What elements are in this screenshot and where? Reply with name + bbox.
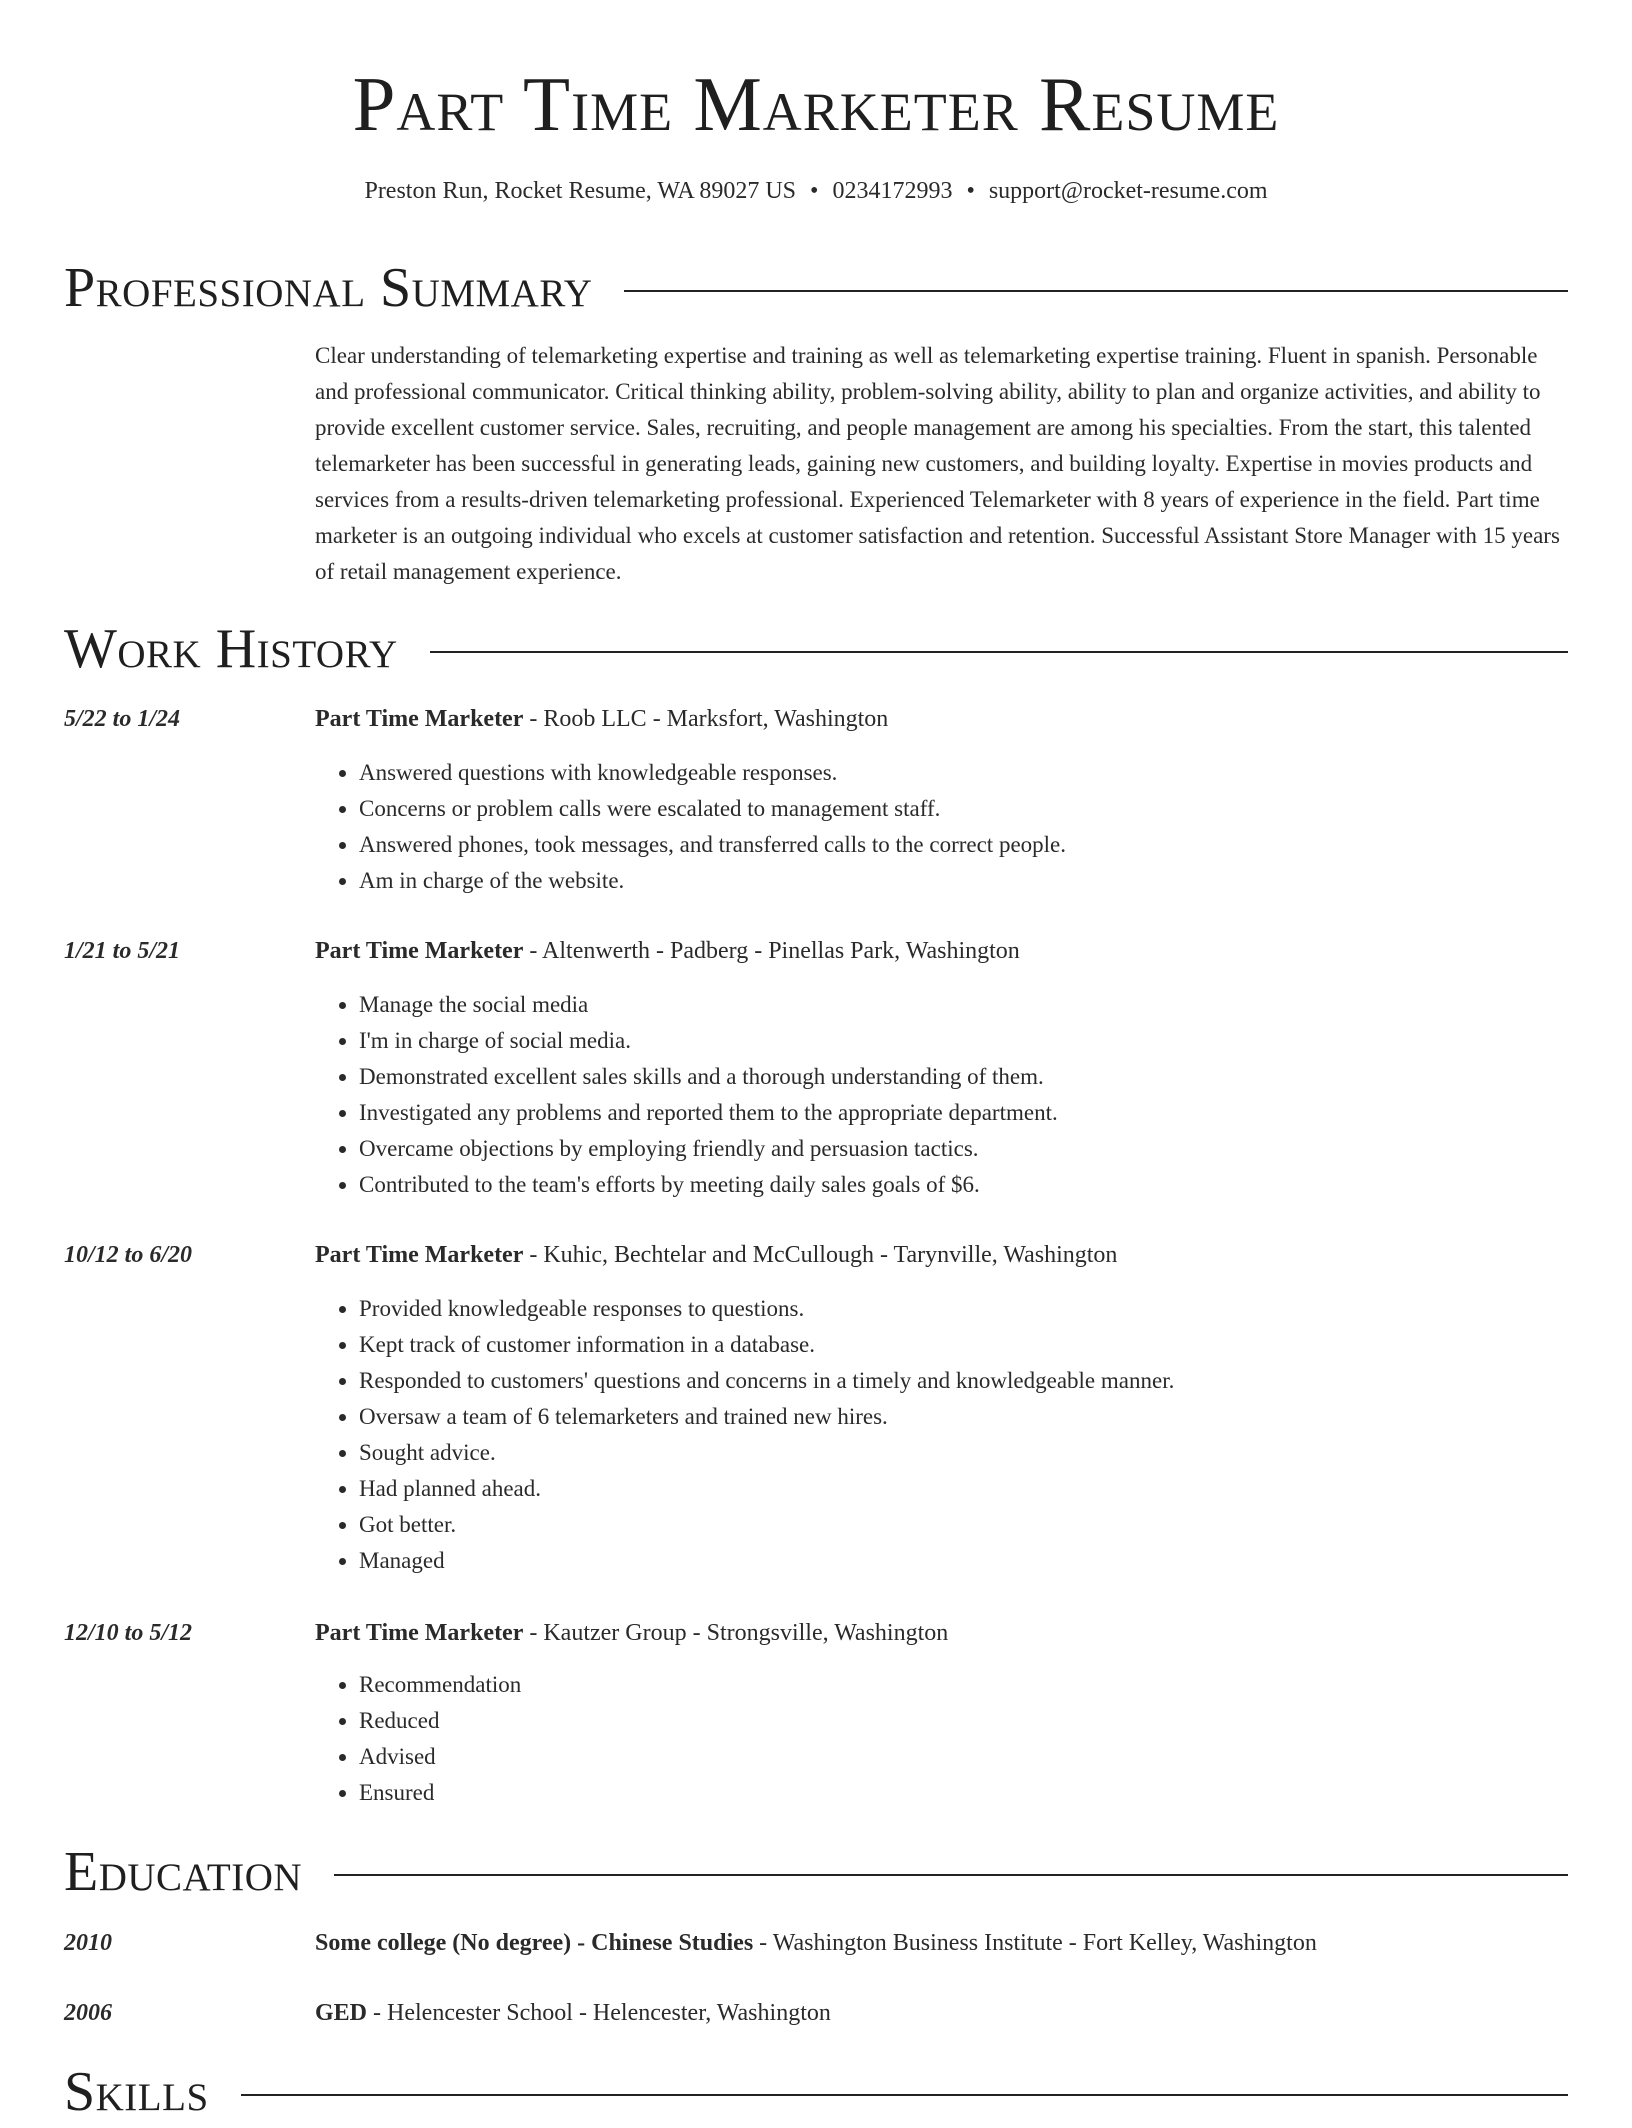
bullet-item: • Responded to customers' questions and concerns in a timely and knowledgeable manner. <box>359 1363 1612 1399</box>
bullet-item: • Overcame objections by employing friendly and persuasion tactics. <box>359 1131 1612 1167</box>
section-divider <box>334 1874 1568 1876</box>
bullet-item: • Concerns or problem calls were escalated to management staff. <box>359 791 1612 827</box>
job-title: Part Time Marketer <box>315 938 524 964</box>
education-section-heading <box>64 1836 1568 1908</box>
summary-section-heading <box>64 252 1568 324</box>
contact-line <box>0 174 1632 208</box>
education-entry <box>315 1926 1568 1960</box>
bullet-item: • Demonstrated excellent sales skills and a thorough understanding of them. <box>359 1059 1612 1095</box>
section-divider <box>624 290 1568 292</box>
job-details: - Kuhic, Bechtelar and McCullough - Tarynville, Washington <box>523 1242 1118 1268</box>
education-year: 2006 <box>64 2000 112 2026</box>
job-dates: 5/22 to 1/24 <box>64 706 181 732</box>
section-divider <box>241 2094 1568 2096</box>
education-year: 2010 <box>64 1930 112 1956</box>
education-details: - Helencester School - Helencester, Washington <box>367 2000 831 2026</box>
bullet-item: • Provided knowledgeable responses to questions. <box>359 1291 1612 1327</box>
job-title: Part Time Marketer <box>315 706 524 732</box>
education-degree: GED <box>315 2000 368 2026</box>
job-heading <box>315 1616 1568 1650</box>
job-dates: 10/12 to 6/20 <box>64 1242 193 1268</box>
education-entry <box>315 1996 1568 2030</box>
bullet-item: • Answered questions with knowledgeable responses. <box>359 755 1612 791</box>
education-degree: Some college (No degree) - Chinese Studies <box>315 1930 754 1956</box>
education-heading: Education <box>64 1841 303 1903</box>
bullet-item: • Answered phones, took messages, and transferred calls to the correct people. <box>359 827 1612 863</box>
bullet-item: • Kept track of customer information in a database. <box>359 1327 1612 1363</box>
bullet-item: • Had planned ahead. <box>359 1471 1612 1507</box>
bullet-item: • Manage the social media <box>359 987 1612 1023</box>
bullet-item: • Oversaw a team of 6 telemarketers and trained new hires. <box>359 1399 1612 1435</box>
job-heading <box>315 934 1568 968</box>
bullet-item: • Got better. <box>359 1507 1612 1543</box>
bullet-item: • Ensured <box>359 1775 1612 1811</box>
job-bullets <box>315 987 1612 1203</box>
skills-heading: Skills <box>64 2061 209 2123</box>
bullet-item: • Advised <box>359 1739 1612 1775</box>
work-heading: Work History <box>64 618 398 680</box>
job-bullets <box>315 755 1612 899</box>
bullet-item: • Recommendation <box>359 1667 1612 1703</box>
job-title: Part Time Marketer <box>315 1242 524 1268</box>
job-dates: 1/21 to 5/21 <box>64 938 181 964</box>
bullet-item: • Reduced <box>359 1703 1612 1739</box>
contact-email: support@rocket-resume.com <box>988 178 1268 204</box>
contact-separator: • <box>966 178 975 204</box>
job-details: - Roob LLC - Marksfort, Washington <box>523 706 889 732</box>
job-details: - Altenwerth - Padberg - Pinellas Park, Washington <box>523 938 1020 964</box>
job-details: - Kautzer Group - Strongsville, Washington <box>523 1620 949 1646</box>
work-section-heading <box>64 613 1568 685</box>
education-details: - Washington Business Institute - Fort Kelley, Washington <box>753 1930 1317 1956</box>
bullet-item: • Sought advice. <box>359 1435 1612 1471</box>
contact-address: Preston Run, Rocket Resume, WA 89027 US <box>364 178 797 204</box>
bullet-item: • I'm in charge of social media. <box>359 1023 1612 1059</box>
job-bullets <box>315 1291 1612 1579</box>
job-bullets <box>315 1667 1612 1811</box>
bullet-item: • Managed <box>359 1543 1612 1579</box>
job-heading <box>315 702 1568 736</box>
bullet-item: • Contributed to the team's efforts by meeting daily sales goals of $6. <box>359 1167 1612 1203</box>
section-divider <box>430 651 1568 653</box>
bullet-item: • Am in charge of the website. <box>359 863 1612 899</box>
job-title: Part Time Marketer <box>315 1620 524 1646</box>
contact-phone: 0234172993 <box>832 178 953 204</box>
job-heading <box>315 1238 1568 1272</box>
summary-heading: Professional Summary <box>64 257 593 319</box>
bullet-item: • Investigated any problems and reported them to the appropriate department. <box>359 1095 1612 1131</box>
summary-text: Clear understanding of telemarketing expertise and training as well as telemarketing expertise training. Fluent in spanish. Personable and professional communicator. Critical thinking ability, problem-solving ability, ability to plan and organize activities, and ability to provide excellent customer service. Sales, recruiting, and people management are among his specialties. From the start, this talented telemarketer has been successful in generating leads, gaining new customers, and building loyalty. Expertise in movies products and services from a results-driven telemarketing professional. Experienced Telemarketer with 8 years of experience in the field. Part time marketer is an outgoing individual who excels at customer satisfaction and retention. Successful Assistant Store Manager with 15 years of retail management experience. <box>315 343 1560 584</box>
resume-title: Part Time Marketer Resume <box>352 61 1280 147</box>
contact-separator: • <box>810 178 819 204</box>
job-dates: 12/10 to 5/12 <box>64 1620 193 1646</box>
skills-section-heading <box>64 2056 1568 2128</box>
